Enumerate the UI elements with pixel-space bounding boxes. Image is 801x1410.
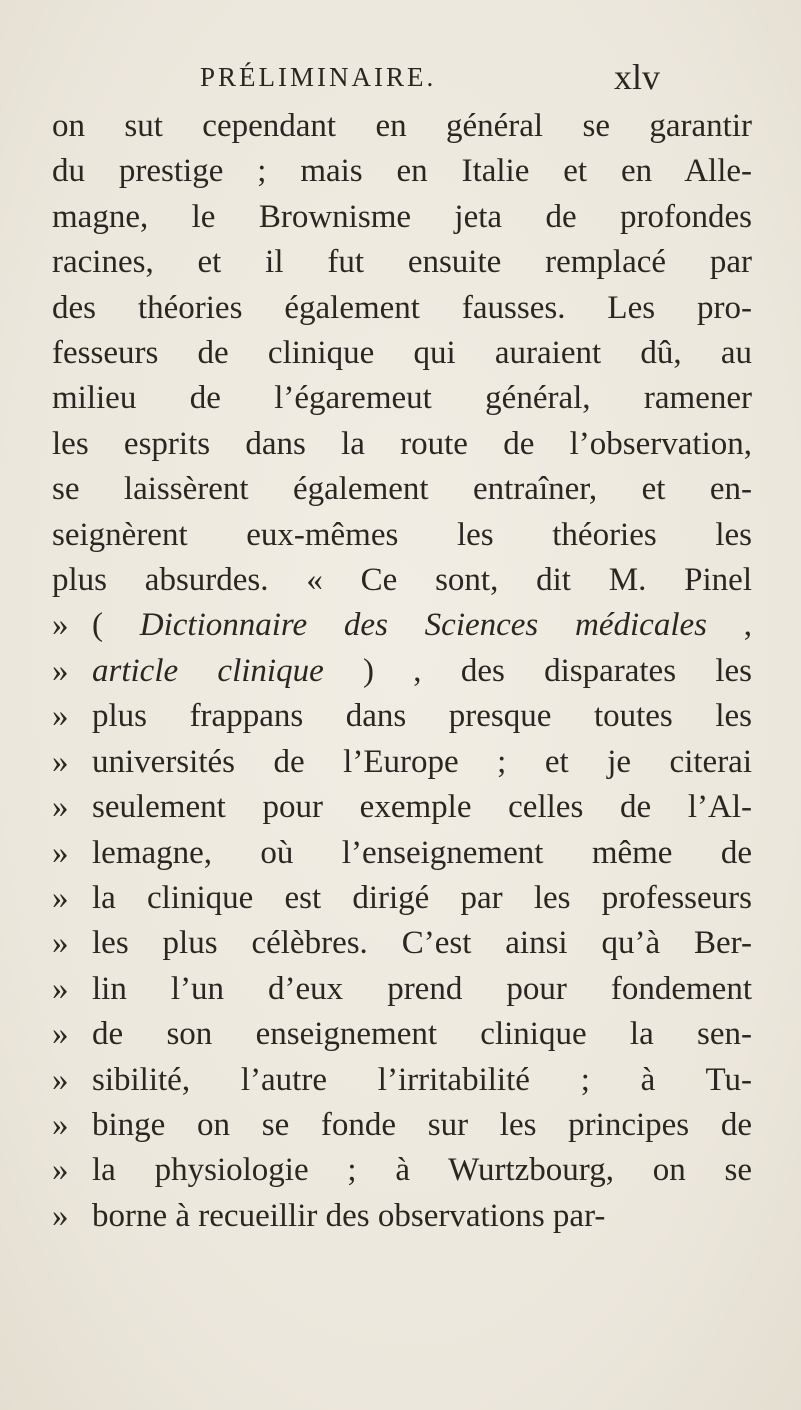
- quoted-line: [52, 740, 752, 785]
- quote-mark: »: [52, 789, 69, 826]
- quoted-text: lemagne, où l’enseignement même de: [92, 834, 752, 871]
- quoted-line: [52, 1148, 752, 1193]
- running-title: PRÉLIMINAIRE.: [200, 62, 437, 92]
- quoted-line: [52, 694, 752, 739]
- quote-mark: »: [52, 925, 69, 962]
- quote-mark: »: [52, 607, 69, 644]
- quote-mark: »: [52, 879, 69, 916]
- quote-mark: »: [52, 1016, 69, 1053]
- quoted-line: [52, 876, 752, 921]
- text-line: les esprits dans la route de l’observation,: [52, 425, 752, 462]
- quote-mark: »: [52, 1106, 69, 1143]
- quoted-line: [52, 1058, 752, 1103]
- quoted-line: [52, 649, 752, 694]
- quoted-text: seulement pour exemple celles de l’Al-: [92, 789, 752, 826]
- quoted-text: lin l’un d’eux prend pour fondement: [92, 970, 752, 1007]
- quoted-line: [52, 921, 752, 966]
- quoted-text: sibilité, l’autre l’irritabilité ; à Tu-: [92, 1061, 752, 1098]
- quote-mark: »: [52, 698, 69, 735]
- quoted-line: [52, 1103, 752, 1148]
- quote-mark: »: [52, 970, 69, 1007]
- text-line: plus absurdes. « Ce sont, dit M. Pinel: [52, 562, 752, 599]
- quote-mark: »: [52, 834, 69, 871]
- text-line: fesseurs de clinique qui auraient dû, au: [52, 335, 752, 372]
- quoted-line: [52, 785, 752, 830]
- quoted-text: la physiologie ; à Wurtzbourg, on se: [92, 1152, 752, 1189]
- quote-mark: »: [52, 1197, 69, 1234]
- after-article: ) , des disparates les: [323, 652, 752, 689]
- quoted-text: universités de l’Europe ; et je citerai: [92, 743, 752, 780]
- quoted-line: [52, 603, 752, 648]
- quoted-text: plus frappans dans presque toutes les: [92, 698, 752, 735]
- text-line: seignèrent eux-mêmes les théories les: [52, 516, 752, 553]
- quoted-text: borne à recueillir des observations par-: [92, 1197, 606, 1234]
- quote-mark: »: [52, 1061, 69, 1098]
- paren-open: (: [92, 607, 140, 644]
- after-title: ,: [706, 607, 752, 644]
- text-line: du prestige ; mais en Italie et en Alle-: [52, 153, 752, 190]
- quote-mark: »: [52, 743, 69, 780]
- quoted-line: [52, 967, 752, 1012]
- quoted-text: la clinique est dirigé par les professeurs: [92, 879, 752, 916]
- quoted-text: binge on se fonde sur les principes de: [92, 1106, 752, 1143]
- quoted-line: [52, 831, 752, 876]
- text-line: milieu de l’égaremeut général, ramener: [52, 380, 752, 417]
- quoted-line: [52, 1012, 752, 1057]
- text-line: on sut cependant en général se garantir: [52, 108, 752, 144]
- quoted-line: [52, 1194, 752, 1239]
- page-number: xlv: [613, 57, 660, 97]
- running-head: [200, 56, 660, 96]
- text-line: magne, le Brownisme jeta de profondes: [52, 198, 752, 235]
- italic-article: article clinique: [92, 652, 324, 689]
- italic-title: Dictionnaire des Sciences médicales: [139, 607, 707, 644]
- quote-mark: »: [52, 652, 69, 689]
- quoted-text: de son enseignement clinique la sen-: [92, 1016, 752, 1053]
- quote-mark: »: [52, 1152, 69, 1189]
- quoted-text: les plus célèbres. C’est ainsi qu’à Ber-: [92, 925, 752, 962]
- body-text: [52, 104, 752, 1239]
- text-line: racines, et il fut ensuite remplacé par: [52, 244, 752, 281]
- text-line: des théories également fausses. Les pro-: [52, 289, 752, 326]
- text-line: se laissèrent également entraîner, et en-: [52, 471, 752, 508]
